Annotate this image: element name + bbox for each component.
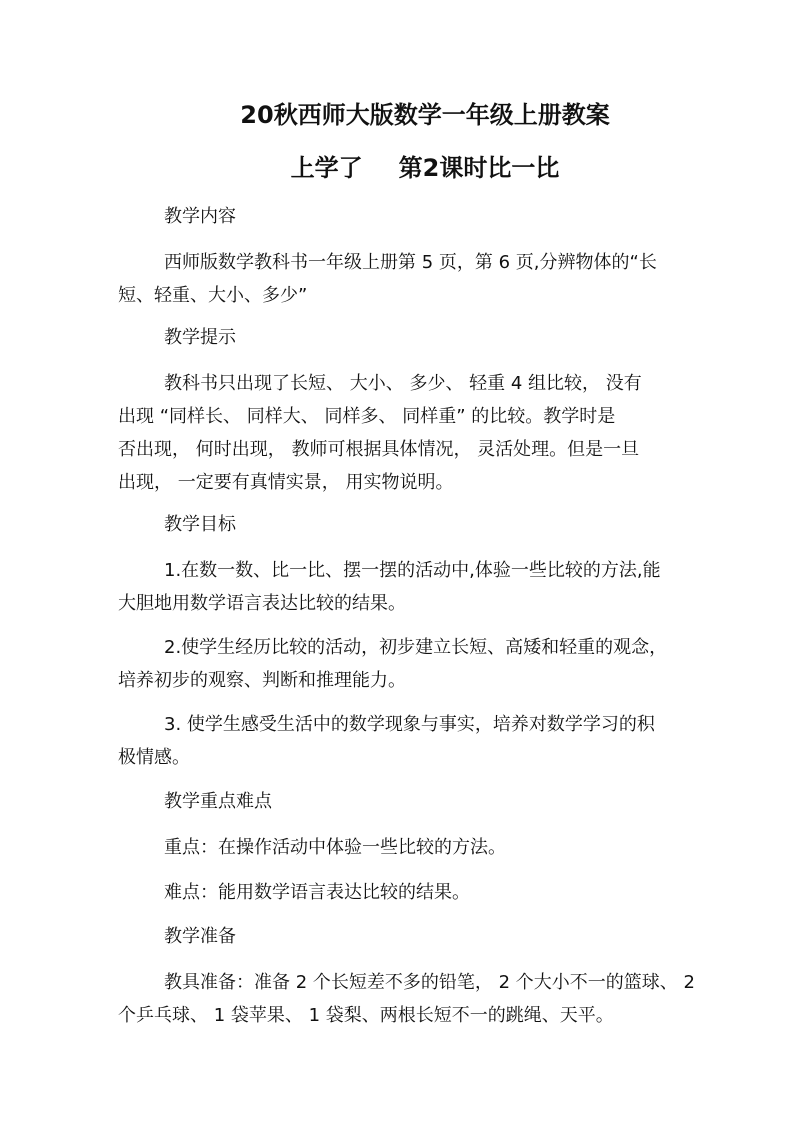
goal1-line2: 大胆地用数学语言表达比较的结果。 bbox=[118, 593, 406, 614]
heading-content: 教学内容 bbox=[164, 206, 236, 227]
tips-line4: 出现， 一定要有真情实景， 用实物说明。 bbox=[118, 472, 454, 493]
goal3-line1: 3. 使学生感受生活中的数学现象与事实，培养对数学学习的积 bbox=[164, 714, 655, 735]
goal2-line1: 2.使学生经历比较的活动，初步建立长短、高矮和轻重的观念， bbox=[164, 637, 668, 658]
goal2-line2: 培养初步的观察、判断和推理能力。 bbox=[118, 670, 406, 691]
preparation-line1: 教具准备：准备 2 个长短差不多的铅笔， 2 个大小不一的篮球、 2 bbox=[164, 972, 695, 993]
document-title: 20秋西师大版数学一年级上册教案 bbox=[240, 101, 610, 129]
difficult-point: 难点：能用数学语言表达比较的结果。 bbox=[164, 882, 470, 903]
preparation-line2: 个乒乓球、 1 袋苹果、 1 袋梨、两根长短不一的跳绳、天平。 bbox=[118, 1005, 614, 1026]
heading-goals: 教学目标 bbox=[164, 514, 236, 535]
goal3-line2: 极情感。 bbox=[118, 747, 190, 768]
lesson-unit: 上学了 bbox=[290, 154, 363, 182]
key-point: 重点：在操作活动中体验一些比较的方法。 bbox=[164, 837, 506, 858]
tips-line2: 出现 “同样长、 同样大、 同样多、 同样重” 的比较。教学时是 bbox=[118, 406, 616, 427]
heading-key-points: 教学重点难点 bbox=[164, 791, 272, 812]
content-text-line1: 西师版数学教科书一年级上册第 5 页，第 6 页,分辨物体的“长 bbox=[164, 252, 657, 273]
tips-line3: 否出现， 何时出现， 教师可根据具体情况， 灵活处理。但是一旦 bbox=[118, 439, 640, 460]
heading-tips: 教学提示 bbox=[164, 327, 236, 348]
lesson-title bbox=[0, 152, 794, 184]
tips-line1: 教科书只出现了长短、 大小、 多少、 轻重 4 组比较， 没有 bbox=[164, 373, 642, 394]
lesson-period: 第2课时比一比 bbox=[398, 154, 560, 182]
heading-preparation: 教学准备 bbox=[164, 926, 236, 947]
content-text-line2: 短、轻重、大小、多少” bbox=[118, 285, 308, 306]
goal1-line1: 1.在数一数、比一比、摆一摆的活动中,体验一些比较的方法,能 bbox=[164, 560, 661, 581]
